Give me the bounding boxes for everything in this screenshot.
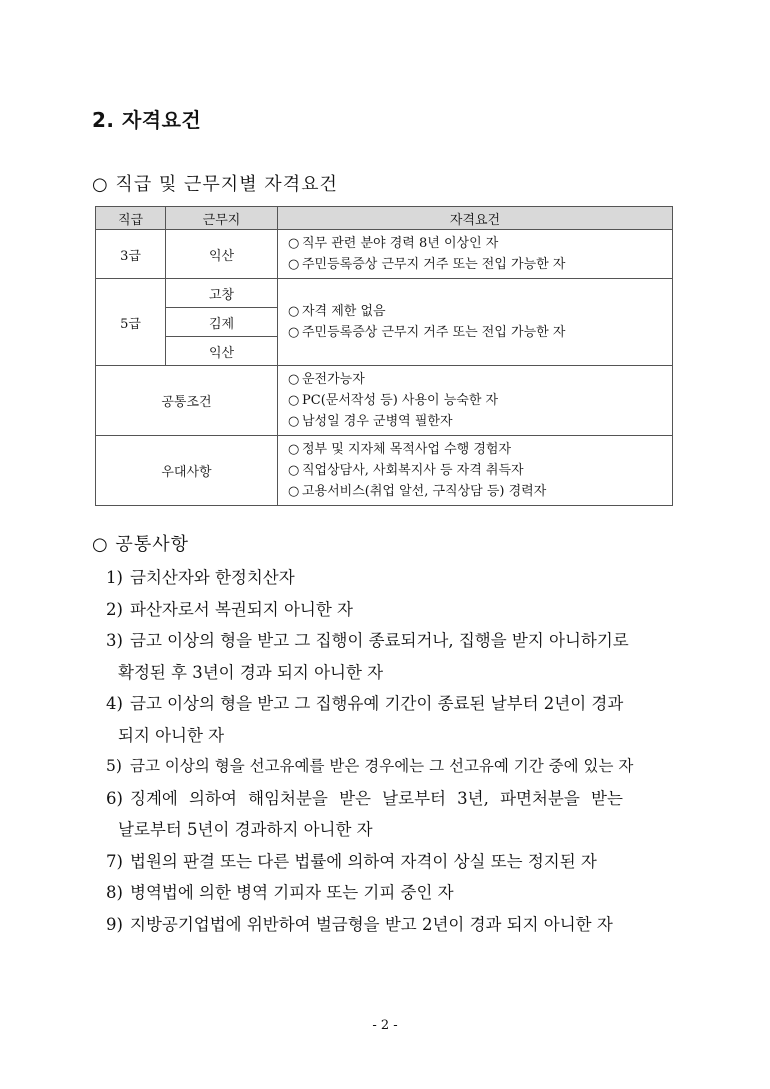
list-item-9: 9) 지방공기업법에 위반하여 벌금형을 받고 2년이 경과 되지 아니한 자	[106, 914, 613, 934]
list-item: ○ 직업상담사, 사회복지사 등 자격 취득자	[288, 463, 524, 478]
grade5-location-gochang: 고창	[166, 279, 278, 308]
list-item-3: 3) 금고 이상의 형을 받고 그 집행이 종료되거나, 집행을 받지 아니하기로	[106, 631, 629, 650]
list-item-2: 2) 파산자로서 복권되지 아니한 자	[106, 599, 353, 619]
list-item: ○ 자격 제한 없음	[288, 304, 386, 319]
table-header-row	[96, 207, 673, 230]
grade5-location-gimje: 김제	[166, 308, 278, 337]
list-item: ○ PC(문서작성 등) 사용이 능숙한 자	[288, 393, 499, 408]
subsection-title-common: ○ 공통사항	[92, 534, 189, 555]
grade3-location: 익산	[166, 230, 278, 279]
table-row-preferred	[96, 436, 673, 506]
page-number: - 2 -	[372, 1018, 398, 1033]
list-item-4-continued: 되지 아니한 자	[118, 725, 225, 745]
list-item-4: 4) 금고 이상의 형을 받고 그 집행유예 기간이 종료된 날부터 2년이 경과	[106, 694, 624, 713]
preferred-requirements	[278, 436, 673, 506]
list-item-1: 1) 금치산자와 한정치산자	[106, 568, 295, 587]
grade5-requirements	[278, 279, 673, 366]
list-item: ○ 정부 및 지자체 목적사업 수행 경험자	[288, 442, 512, 457]
list-item-7: 7) 법원의 판결 또는 다른 법률에 의하여 자격이 상실 또는 정지된 자	[106, 851, 597, 871]
list-item: ○ 운전가능자	[288, 372, 365, 387]
table-row-common	[96, 366, 673, 436]
list-item-8: 8) 병역법에 의한 병역 기피자 또는 기피 중인 자	[106, 883, 454, 902]
common-requirements	[278, 366, 673, 436]
header-location: 근무지	[166, 207, 278, 230]
header-requirements: 자격요건	[278, 207, 673, 230]
grade3-cell: 3급	[96, 230, 166, 279]
disqualification-list	[106, 562, 680, 940]
list-item: ○ 남성일 경우 군병역 필한자	[288, 414, 453, 429]
qualification-table	[95, 206, 673, 506]
header-grade: 직급	[96, 207, 166, 230]
preferred-label: 우대사항	[96, 436, 278, 506]
list-item: ○ 고용서비스(취업 알선, 구직상담 등) 경력자	[288, 484, 547, 499]
common-label: 공통조건	[96, 366, 278, 436]
grade5-cell: 5급	[96, 279, 166, 366]
list-item-6-continued: 날로부터 5년이 경과하지 아니한 자	[118, 820, 373, 839]
section-title: 2. 자격요건	[92, 108, 202, 132]
list-item-5: 5) 금고 이상의 형을 선고유예를 받은 경우에는 그 선고유예 기간 중에 있는 자	[106, 757, 634, 775]
list-item-6: 6) 징계에 의하여 해임처분을 받은 날로부터 3년, 파면처분을 받는	[106, 788, 623, 808]
list-item: ○ 주민등록증상 근무지 거주 또는 전입 가능한 자	[288, 257, 566, 272]
list-item: ○ 직무 관련 분야 경력 8년 이상인 자	[288, 236, 499, 251]
grade5-location-iksan: 익산	[166, 337, 278, 366]
list-item-3-continued: 확정된 후 3년이 경과 되지 아니한 자	[118, 662, 384, 682]
list-item: ○ 주민등록증상 근무지 거주 또는 전입 가능한 자	[288, 325, 566, 340]
grade3-requirements	[278, 230, 673, 279]
subsection-title-qualifications: ○ 직급 및 근무지별 자격요건	[92, 174, 338, 195]
table-row-grade3	[96, 230, 673, 279]
table-row-grade5	[96, 279, 673, 308]
